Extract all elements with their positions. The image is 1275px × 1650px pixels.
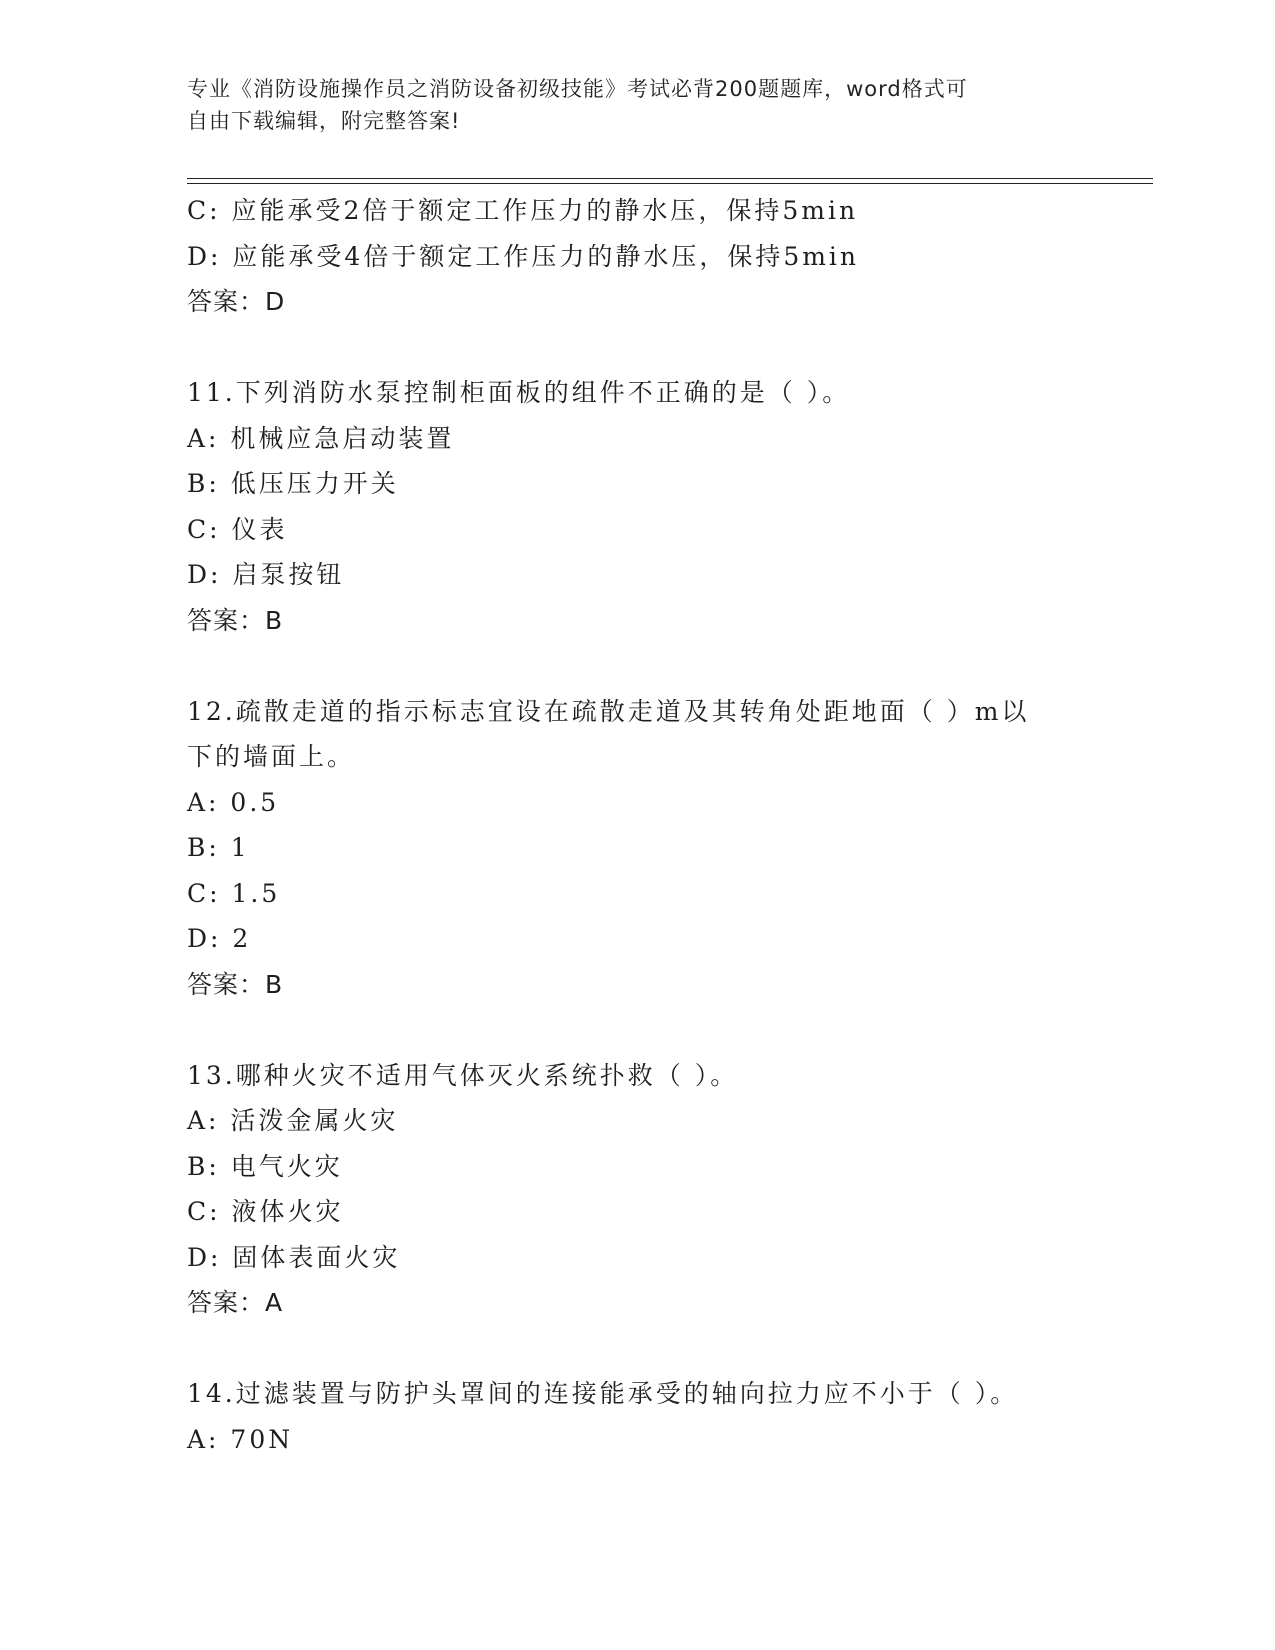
- spacer: [187, 325, 1087, 371]
- option-c: C: 液体火灾: [187, 1197, 344, 1226]
- spacer: [187, 1007, 1087, 1053]
- answer-label: 答案：B: [187, 605, 284, 635]
- option-c: C: 1.5: [187, 878, 281, 908]
- header-title-line-1: 专业《消防设施操作员之消防设备初级技能》考试必背200题题库，word格式可: [187, 77, 968, 101]
- answer-label: 答案：D: [187, 287, 286, 316]
- header-divider-top: [187, 178, 1153, 179]
- option-d: D: 应能承受4倍于额定工作压力的静水压，保持5min: [187, 241, 860, 271]
- option-d: D: 固体表面火灾: [187, 1242, 401, 1272]
- spacer: [187, 1326, 1087, 1372]
- option-a: A: 70N: [187, 1424, 294, 1454]
- question-stem: 13.哪种火灾不适用气体灭火系统扑救（ ）。: [187, 1060, 739, 1090]
- option-c: C: 仪表: [187, 514, 288, 544]
- question-13: [187, 1053, 1087, 1326]
- question-stem: 11.下列消防水泵控制柜面板的组件不正确的是（ ）。: [187, 378, 851, 407]
- option-a: A: 机械应急启动装置: [187, 423, 455, 453]
- spacer: [187, 643, 1087, 689]
- answer-label: 答案：A: [187, 1288, 284, 1317]
- question-stem-line-2: 下的墙面上。: [187, 742, 356, 771]
- header-title-line-2: 自由下载编辑，附完整答案!: [187, 109, 461, 133]
- option-b: B: 低压压力开关: [187, 469, 399, 498]
- option-c: C: 应能承受2倍于额定工作压力的静水压，保持5min: [187, 196, 859, 225]
- option-d: D: 2: [187, 924, 252, 953]
- question-12: [187, 689, 1087, 1008]
- question-stem-line-1: 12.疏散走道的指示标志宜设在疏散走道及其转角处距地面（ ）m以: [187, 696, 1030, 726]
- question-stem: 14.过滤装置与防护头罩间的连接能承受的轴向拉力应不小于（ ）。: [187, 1379, 1019, 1408]
- option-b: B: 电气火灾: [187, 1151, 343, 1181]
- option-a: A: 0.5: [187, 787, 280, 817]
- option-b: B: 1: [187, 833, 250, 862]
- question-list: [187, 188, 1087, 1462]
- document-header: [187, 73, 1067, 137]
- answer-label: 答案：B: [187, 969, 284, 999]
- question-10-continuation: [187, 188, 1087, 325]
- question-14: [187, 1371, 1087, 1462]
- header-divider-bottom: [187, 183, 1153, 184]
- option-d: D: 启泵按钮: [187, 560, 345, 589]
- option-a: A: 活泼金属火灾: [187, 1106, 399, 1135]
- question-11: [187, 370, 1087, 643]
